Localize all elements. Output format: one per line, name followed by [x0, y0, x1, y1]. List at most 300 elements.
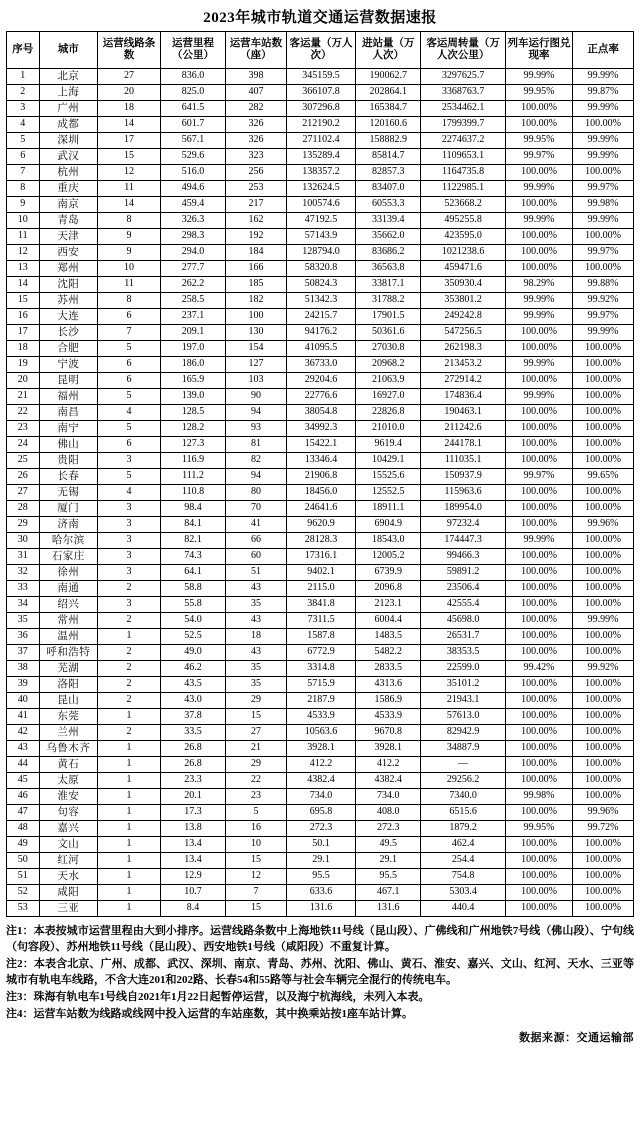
table-cell: 256 [226, 165, 287, 181]
table-cell: 350930.4 [421, 277, 506, 293]
table-cell: 99.65% [573, 469, 634, 485]
table-cell: 5 [98, 389, 161, 405]
table-cell: 174447.3 [421, 533, 506, 549]
table-cell: 18 [226, 629, 287, 645]
table-cell: 3841.8 [286, 597, 355, 613]
table-cell: 189954.0 [421, 501, 506, 517]
table-cell: 99.97% [573, 309, 634, 325]
table-cell: 100.00% [573, 709, 634, 725]
table-cell: 641.5 [161, 101, 226, 117]
table-cell: 南昌 [39, 405, 98, 421]
table-header-row [7, 32, 634, 69]
table-cell: 29.1 [356, 853, 421, 869]
table-cell: 59891.2 [421, 565, 506, 581]
page-title: 2023年城市轨道交通运营数据速报 [203, 10, 437, 26]
table-cell: 22599.0 [421, 661, 506, 677]
table-cell: 21 [226, 741, 287, 757]
table-cell: 3 [98, 501, 161, 517]
table-row [7, 677, 634, 693]
table-cell: 166 [226, 261, 287, 277]
table-row [7, 613, 634, 629]
table-row [7, 277, 634, 293]
table-cell: 23.3 [161, 773, 226, 789]
table-cell: 237.1 [161, 309, 226, 325]
table-cell: 13 [7, 261, 40, 277]
table-cell: 100.00% [573, 357, 634, 373]
table-cell: 33.5 [161, 725, 226, 741]
table-cell: 4 [98, 405, 161, 421]
table-cell: 兰州 [39, 725, 98, 741]
table-cell: 温州 [39, 629, 98, 645]
table-cell: 15 [98, 149, 161, 165]
table-cell: 100.00% [573, 789, 634, 805]
table-cell: 99.99% [573, 101, 634, 117]
table-cell: 111.2 [161, 469, 226, 485]
table-cell: 100.00% [573, 373, 634, 389]
table-cell: 2833.5 [356, 661, 421, 677]
table-cell: 100.00% [573, 405, 634, 421]
table-cell: 3 [98, 597, 161, 613]
table-cell: 1 [98, 629, 161, 645]
table-cell: 99.99% [505, 357, 572, 373]
table-cell: 249242.8 [421, 309, 506, 325]
table-cell: 10 [98, 261, 161, 277]
table-cell: 三亚 [39, 901, 98, 917]
table-cell: 2 [98, 613, 161, 629]
table-cell: 42555.4 [421, 597, 506, 613]
table-cell: 17 [7, 325, 40, 341]
table-cell: 郑州 [39, 261, 98, 277]
table-cell: 7311.5 [286, 613, 355, 629]
table-row [7, 837, 634, 853]
table-row [7, 389, 634, 405]
table-cell: 190463.1 [421, 405, 506, 421]
table-cell: 100.00% [573, 117, 634, 133]
table-cell: 上海 [39, 85, 98, 101]
table-cell: 21063.9 [356, 373, 421, 389]
table-row [7, 293, 634, 309]
column-header-entry-volume: 进站量（万人次） [356, 32, 421, 69]
table-cell: 2187.9 [286, 693, 355, 709]
table-cell: 10 [226, 837, 287, 853]
table-cell: 33817.1 [356, 277, 421, 293]
table-cell: 100 [226, 309, 287, 325]
table-cell: 1 [98, 789, 161, 805]
table-cell: 36733.0 [286, 357, 355, 373]
table-cell: 150937.9 [421, 469, 506, 485]
table-cell: 1 [98, 741, 161, 757]
table-cell: 100.00% [505, 693, 572, 709]
table-row [7, 197, 634, 213]
metro-operations-table [6, 31, 634, 917]
table-cell: 杭州 [39, 165, 98, 181]
table-cell: 567.1 [161, 133, 226, 149]
table-cell: 132624.5 [286, 181, 355, 197]
table-cell: 9670.8 [356, 725, 421, 741]
table-row [7, 213, 634, 229]
table-row [7, 565, 634, 581]
table-cell: 100.00% [505, 613, 572, 629]
table-cell: 9 [7, 197, 40, 213]
table-cell: 17316.1 [286, 549, 355, 565]
table-row [7, 485, 634, 501]
table-cell: 100.00% [573, 261, 634, 277]
table-row [7, 549, 634, 565]
table-cell: 131.6 [286, 901, 355, 917]
table-row [7, 245, 634, 261]
table-cell: 5303.4 [421, 885, 506, 901]
table-cell: 127.3 [161, 437, 226, 453]
table-cell: 35101.2 [421, 677, 506, 693]
table-cell: 天津 [39, 229, 98, 245]
table-cell: 10.7 [161, 885, 226, 901]
table-cell: 南京 [39, 197, 98, 213]
table-cell: 2 [98, 693, 161, 709]
table-cell: 1799399.7 [421, 117, 506, 133]
table-cell: 41 [7, 709, 40, 725]
table-cell: 99.95% [505, 821, 572, 837]
table-cell: 3 [98, 517, 161, 533]
note-3: 注3：珠海有轨电车1号线自2021年1月22日起暂停运营，以及海宁杭海线，未列入本表。 [6, 990, 430, 1003]
table-cell: 6 [98, 357, 161, 373]
table-cell: 37.8 [161, 709, 226, 725]
table-cell: 8 [98, 213, 161, 229]
table-cell: 272.3 [286, 821, 355, 837]
table-cell: 100.00% [505, 629, 572, 645]
table-cell: 5 [98, 469, 161, 485]
table-cell: 26 [7, 469, 40, 485]
table-cell: 100.00% [505, 229, 572, 245]
table-cell: 111035.1 [421, 453, 506, 469]
table-cell: 99.72% [573, 821, 634, 837]
table-cell: 139.0 [161, 389, 226, 405]
table-cell: 52 [7, 885, 40, 901]
table-cell: 8 [98, 293, 161, 309]
table-cell: 28 [7, 501, 40, 517]
table-cell: 39 [7, 677, 40, 693]
table-cell: 100.00% [573, 165, 634, 181]
table-cell: 100.00% [505, 677, 572, 693]
table-cell: 99.95% [505, 85, 572, 101]
table-cell: 165.9 [161, 373, 226, 389]
table-cell: 18543.0 [356, 533, 421, 549]
table-cell: 244178.1 [421, 437, 506, 453]
table-row [7, 117, 634, 133]
table-cell: 15 [226, 901, 287, 917]
table-row [7, 101, 634, 117]
table-row [7, 69, 634, 85]
table-cell: 74.3 [161, 549, 226, 565]
table-cell: 100.00% [505, 165, 572, 181]
table-cell: 326 [226, 117, 287, 133]
note-4: 注4：运营车站数为线路或线网中投入运营的车站座数，其中换乘站按1座车站计算。 [6, 1007, 413, 1020]
table-cell: 326 [226, 133, 287, 149]
table-cell: 100.00% [505, 773, 572, 789]
table-cell: 2115.0 [286, 581, 355, 597]
table-cell: 495255.8 [421, 213, 506, 229]
table-cell: 51 [7, 869, 40, 885]
table-row [7, 533, 634, 549]
table-row [7, 453, 634, 469]
table-cell: 7 [98, 325, 161, 341]
table-cell: 1 [98, 773, 161, 789]
table-cell: 1 [98, 757, 161, 773]
table-cell: 38 [7, 661, 40, 677]
table-cell: 9 [98, 245, 161, 261]
table-cell: 34887.9 [421, 741, 506, 757]
table-cell: 529.6 [161, 149, 226, 165]
table-cell: 15525.6 [356, 469, 421, 485]
table-row [7, 357, 634, 373]
table-cell: 太原 [39, 773, 98, 789]
table-cell: 14 [98, 197, 161, 213]
table-cell: 209.1 [161, 325, 226, 341]
table-cell: 24 [7, 437, 40, 453]
data-source: 数据来源：交通运输部 [519, 1031, 634, 1044]
table-cell: 99.88% [573, 277, 634, 293]
table-cell: 100.00% [505, 741, 572, 757]
table-cell: 754.8 [421, 869, 506, 885]
table-cell: 100.00% [573, 741, 634, 757]
table-cell: 22826.8 [356, 405, 421, 421]
table-cell: 3297625.7 [421, 69, 506, 85]
table-cell: 11 [98, 277, 161, 293]
table-cell: 100.00% [505, 645, 572, 661]
table-cell: 8.4 [161, 901, 226, 917]
table-cell: 23 [7, 421, 40, 437]
table-cell: 成都 [39, 117, 98, 133]
table-cell: 1 [98, 853, 161, 869]
table-cell: 21943.1 [421, 693, 506, 709]
table-cell: 97232.4 [421, 517, 506, 533]
table-cell: 99.99% [505, 181, 572, 197]
table-cell: 1 [98, 805, 161, 821]
table-cell: 398 [226, 69, 287, 85]
table-cell: 212190.2 [286, 117, 355, 133]
table-cell: 100.00% [505, 117, 572, 133]
table-cell: 33 [7, 581, 40, 597]
table-cell: 45698.0 [421, 613, 506, 629]
table-cell: 4533.9 [356, 709, 421, 725]
table-cell: 174836.4 [421, 389, 506, 405]
table-cell: 48 [7, 821, 40, 837]
table-cell: 49 [7, 837, 40, 853]
table-cell: 734.0 [356, 789, 421, 805]
table-cell: 99.92% [573, 661, 634, 677]
table-cell: 100.00% [573, 389, 634, 405]
table-cell: 徐州 [39, 565, 98, 581]
table-cell: 100.00% [505, 197, 572, 213]
table-cell: 135289.4 [286, 149, 355, 165]
table-cell: 100.00% [573, 629, 634, 645]
table-cell: 28128.3 [286, 533, 355, 549]
table-cell: 5 [7, 133, 40, 149]
table-cell: 46 [7, 789, 40, 805]
table-cell: 408.0 [356, 805, 421, 821]
table-cell: 100.00% [505, 501, 572, 517]
table-cell: 石家庄 [39, 549, 98, 565]
table-cell: 5 [98, 421, 161, 437]
table-cell: 38054.8 [286, 405, 355, 421]
table-cell: 695.8 [286, 805, 355, 821]
table-cell: 17.3 [161, 805, 226, 821]
table-cell: 70 [226, 501, 287, 517]
table-cell: — [421, 757, 506, 773]
table-cell: 21010.0 [356, 421, 421, 437]
table-cell: 100.00% [573, 421, 634, 437]
table-cell: 1 [98, 901, 161, 917]
table-cell: 366107.8 [286, 85, 355, 101]
table-cell: 24641.6 [286, 501, 355, 517]
table-cell: 98.4 [161, 501, 226, 517]
table-cell: 29204.6 [286, 373, 355, 389]
table-cell: 100.00% [505, 901, 572, 917]
table-cell: 99.99% [573, 69, 634, 85]
table-cell: 825.0 [161, 85, 226, 101]
table-cell: 咸阳 [39, 885, 98, 901]
table-cell: 20 [7, 373, 40, 389]
table-row [7, 709, 634, 725]
table-cell: 9402.1 [286, 565, 355, 581]
table-cell: 41 [226, 517, 287, 533]
table-cell: 4 [7, 117, 40, 133]
table-cell: 2 [98, 661, 161, 677]
table-cell: 5 [98, 341, 161, 357]
table-cell: 3 [98, 453, 161, 469]
table-cell: 100.00% [573, 693, 634, 709]
table-cell: 50361.6 [356, 325, 421, 341]
column-header-punctuality: 正点率 [573, 32, 634, 69]
table-cell: 100.00% [573, 725, 634, 741]
table-cell: 100.00% [573, 485, 634, 501]
table-cell: 7 [226, 885, 287, 901]
table-cell: 21 [7, 389, 40, 405]
table-cell: 99.97% [573, 181, 634, 197]
table-cell: 100.00% [505, 885, 572, 901]
table-cell: 芜湖 [39, 661, 98, 677]
table-cell: 353801.2 [421, 293, 506, 309]
table-cell: 57143.9 [286, 229, 355, 245]
table-cell: 271102.4 [286, 133, 355, 149]
table-cell: 佛山 [39, 437, 98, 453]
table-cell: 43 [226, 613, 287, 629]
table-cell: 120160.6 [356, 117, 421, 133]
table-cell: 23506.4 [421, 581, 506, 597]
table-cell: 100.00% [505, 757, 572, 773]
table-cell: 18911.1 [356, 501, 421, 517]
table-cell: 100.00% [505, 245, 572, 261]
table-cell: 116.9 [161, 453, 226, 469]
table-cell: 83407.0 [356, 181, 421, 197]
table-cell: 95.5 [356, 869, 421, 885]
table-cell: 嘉兴 [39, 821, 98, 837]
table-cell: 53 [7, 901, 40, 917]
table-cell: 165384.7 [356, 101, 421, 117]
table-cell: 154 [226, 341, 287, 357]
table-cell: 19 [7, 357, 40, 373]
table-cell: 4 [98, 485, 161, 501]
table-cell: 无锡 [39, 485, 98, 501]
table-cell: 27 [98, 69, 161, 85]
table-cell: 长春 [39, 469, 98, 485]
table-cell: 100.00% [505, 869, 572, 885]
table-cell: 85814.7 [356, 149, 421, 165]
table-cell: 12552.5 [356, 485, 421, 501]
table-cell: 3 [98, 565, 161, 581]
table-cell: 45 [7, 773, 40, 789]
table-cell: 494.6 [161, 181, 226, 197]
table-cell: 12.9 [161, 869, 226, 885]
table-cell: 99.99% [573, 133, 634, 149]
table-cell: 西安 [39, 245, 98, 261]
table-cell: 99.96% [573, 517, 634, 533]
table-cell: 13.4 [161, 853, 226, 869]
table-cell: 100.00% [505, 565, 572, 581]
table-cell: 北京 [39, 69, 98, 85]
table-cell: 重庆 [39, 181, 98, 197]
table-cell: 51 [226, 565, 287, 581]
table-cell: 60553.3 [356, 197, 421, 213]
table-cell: 100.00% [573, 597, 634, 613]
table-cell: 128.5 [161, 405, 226, 421]
table-cell: 192 [226, 229, 287, 245]
table-row [7, 805, 634, 821]
table-cell: 100.00% [505, 837, 572, 853]
table-cell: 294.0 [161, 245, 226, 261]
table-cell: 2123.1 [356, 597, 421, 613]
table-row [7, 181, 634, 197]
table-cell: 158882.9 [356, 133, 421, 149]
table-cell: 100.00% [505, 517, 572, 533]
table-cell: 100.00% [505, 725, 572, 741]
table-cell: 34 [7, 597, 40, 613]
table-cell: 138357.2 [286, 165, 355, 181]
table-cell: 3 [98, 549, 161, 565]
table-cell: 37 [7, 645, 40, 661]
table-cell: 99466.3 [421, 549, 506, 565]
table-cell: 34992.3 [286, 421, 355, 437]
table-cell: 26.8 [161, 757, 226, 773]
table-cell: 乌鲁木齐 [39, 741, 98, 757]
table-cell: 12 [226, 869, 287, 885]
table-cell: 17901.5 [356, 309, 421, 325]
column-header-schedule-fulfillment: 列车运行图兑现率 [505, 32, 572, 69]
table-cell: 202864.1 [356, 85, 421, 101]
table-cell: 30 [7, 533, 40, 549]
table-cell: 262198.3 [421, 341, 506, 357]
table-cell: 淮安 [39, 789, 98, 805]
table-cell: 南通 [39, 581, 98, 597]
table-cell: 16 [226, 821, 287, 837]
table-cell: 13346.4 [286, 453, 355, 469]
table-row [7, 309, 634, 325]
table-cell: 长沙 [39, 325, 98, 341]
table-cell: 1587.8 [286, 629, 355, 645]
table-cell: 26.8 [161, 741, 226, 757]
table-cell: 6 [98, 437, 161, 453]
table-cell: 13.8 [161, 821, 226, 837]
table-cell: 23 [226, 789, 287, 805]
table-cell: 35662.0 [356, 229, 421, 245]
table-cell: 93 [226, 421, 287, 437]
table-row [7, 133, 634, 149]
column-header-mileage: 运营里程（公里） [161, 32, 226, 69]
table-cell: 467.1 [356, 885, 421, 901]
table-row [7, 373, 634, 389]
table-cell: 27030.8 [356, 341, 421, 357]
table-cell: 307296.8 [286, 101, 355, 117]
table-cell: 100.00% [573, 677, 634, 693]
